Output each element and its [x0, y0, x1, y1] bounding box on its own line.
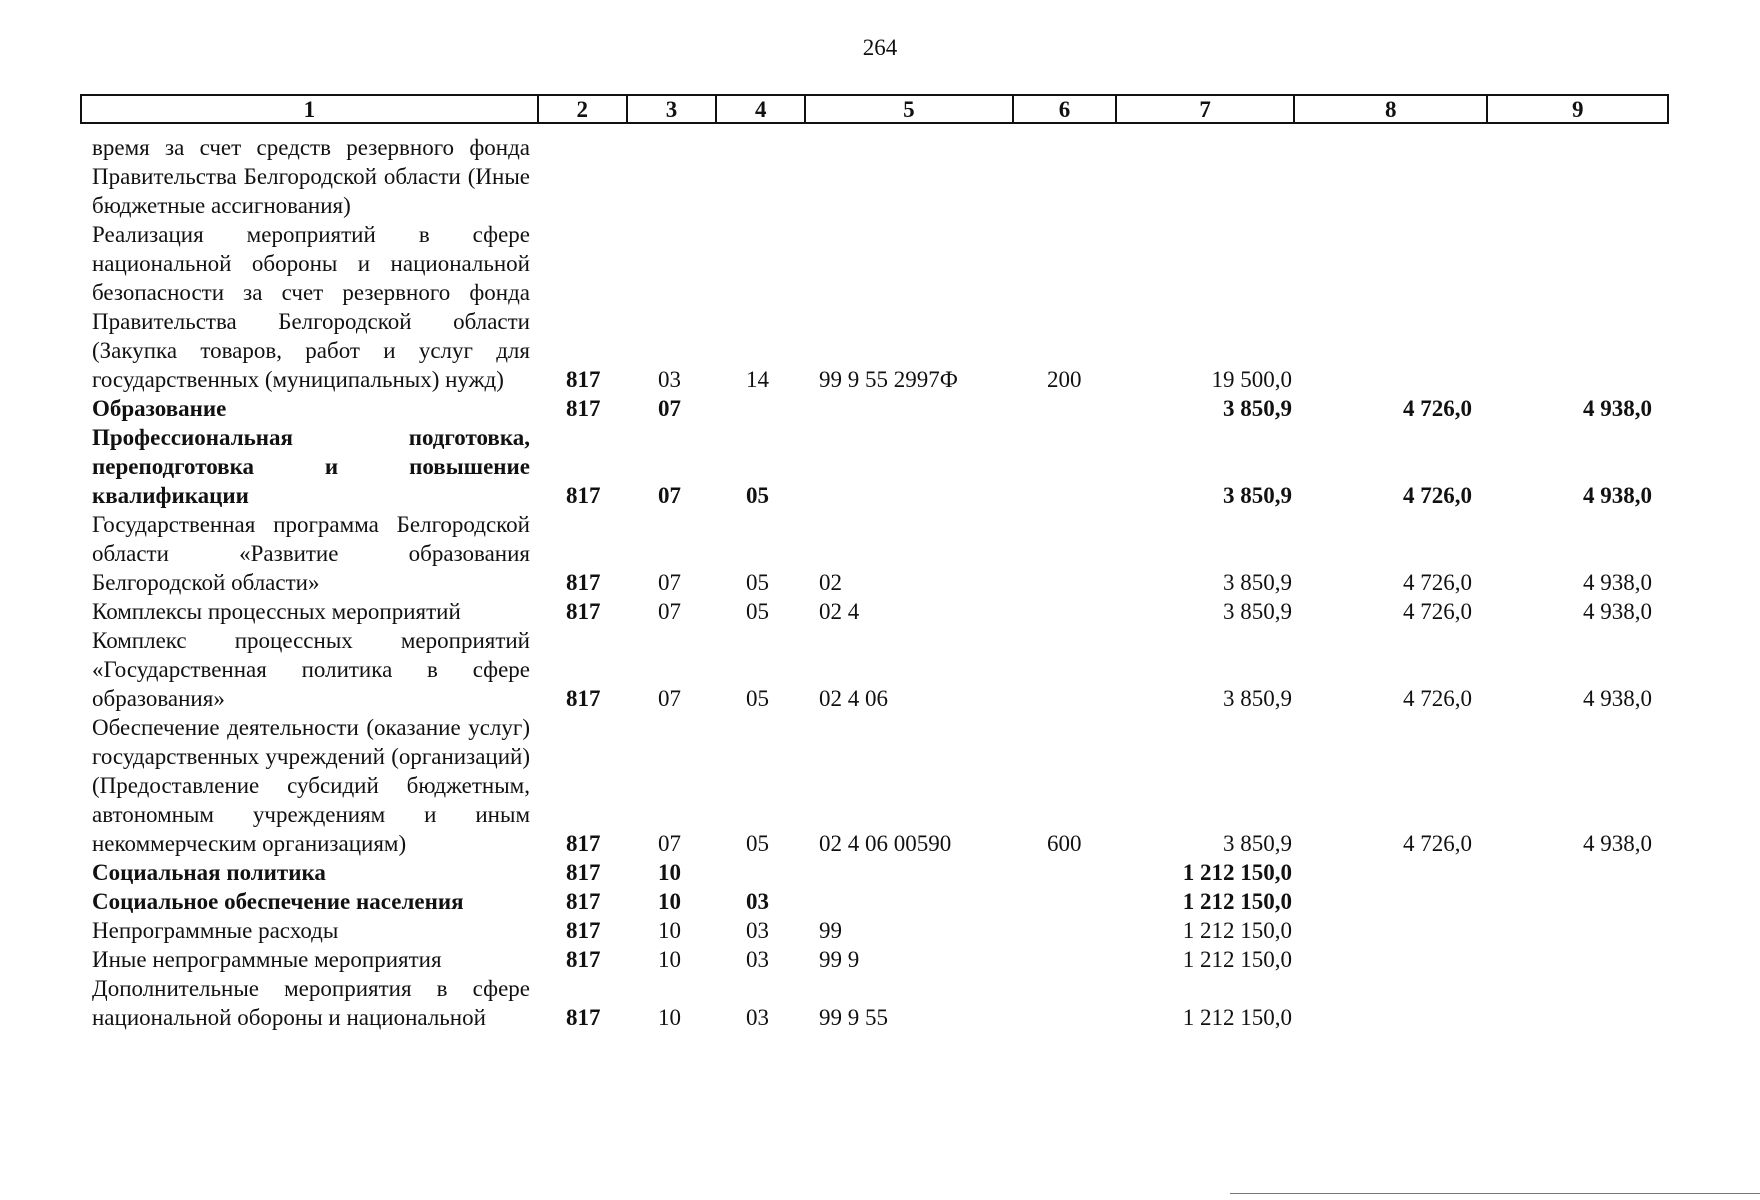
scan-edge-line	[1230, 1193, 1760, 1194]
cell-c5: 99 9	[819, 947, 860, 972]
cell-c7: 1 212 150,0	[1182, 947, 1292, 972]
row-values	[92, 191, 1672, 220]
cell-c6: 200	[1047, 367, 1082, 392]
row-name: Государственная программа Белгородской области «Развитие образования Белгородской области»	[92, 512, 530, 595]
cell-c4: 03	[746, 918, 769, 943]
cell-c9: 4 938,0	[1583, 686, 1652, 711]
cell-c7: 1 212 150,0	[1182, 860, 1292, 885]
cell-c7: 19 500,0	[1211, 367, 1292, 392]
cell-c2: 817	[566, 831, 601, 856]
row-name: Профессиональная подготовка, переподготовка и повышение квалификации	[92, 425, 530, 508]
cell-c7: 1 212 150,0	[1182, 1005, 1292, 1030]
row-name: Реализация мероприятий в сфере национальной обороны и национальной безопасности за счет резервного фонда Правительства Белгородской области (Закупка товаров, работ и услуг для государственных (муниципальных) нужд)	[92, 222, 530, 392]
table-row	[92, 916, 1672, 945]
cell-c5: 02 4 06	[819, 686, 888, 711]
cell-c3: 07	[658, 570, 681, 595]
row-values	[92, 394, 1672, 423]
table-header	[80, 94, 1669, 124]
cell-c2: 817	[566, 483, 601, 508]
cell-c4: 14	[746, 367, 769, 392]
row-name: Социальное обеспечение населения	[92, 889, 464, 914]
cell-c5: 99	[819, 918, 842, 943]
cell-c2: 817	[566, 367, 601, 392]
page-number: 264	[862, 35, 898, 60]
cell-c4: 05	[746, 831, 769, 856]
row-name: время за счет средств резервного фонда Правительства Белгородской области (Иные бюджетные ассигнования)	[92, 135, 530, 218]
cell-c4: 05	[746, 599, 769, 624]
row-values	[92, 365, 1672, 394]
table-row	[92, 713, 1672, 858]
row-values	[92, 568, 1672, 597]
cell-c3: 07	[658, 483, 681, 508]
table-row	[92, 626, 1672, 713]
cell-c5: 02 4	[819, 599, 860, 624]
cell-c4: 05	[746, 686, 769, 711]
cell-c8: 4 726,0	[1403, 599, 1472, 624]
cell-c3: 10	[658, 947, 681, 972]
cell-c2: 817	[566, 947, 601, 972]
row-values	[92, 1003, 1672, 1032]
row-values	[92, 597, 1672, 626]
cell-c8: 4 726,0	[1403, 831, 1472, 856]
cell-c4: 03	[746, 1005, 769, 1030]
header-col-9: 9	[1571, 97, 1584, 122]
cell-c3: 10	[658, 860, 681, 885]
table-row	[92, 394, 1672, 423]
cell-c3: 07	[658, 686, 681, 711]
cell-c6: 600	[1047, 831, 1082, 856]
row-name: Социальная политика	[92, 860, 326, 885]
table-row	[92, 220, 1672, 394]
cell-c9: 4 938,0	[1583, 483, 1652, 508]
row-values	[92, 829, 1672, 858]
cell-c4: 05	[746, 483, 769, 508]
cell-c7: 3 850,9	[1223, 396, 1292, 421]
cell-c3: 10	[658, 889, 681, 914]
header-col-2: 2	[539, 96, 628, 122]
row-name: Комплекс процессных мероприятий «Государственная политика в сфере образования»	[92, 628, 530, 711]
cell-c7: 3 850,9	[1223, 483, 1292, 508]
table-row	[92, 423, 1672, 510]
row-values	[92, 684, 1672, 713]
cell-c5: 99 9 55 2997Ф	[819, 367, 958, 392]
cell-c2: 817	[566, 570, 601, 595]
cell-c3: 07	[658, 396, 681, 421]
cell-c3: 10	[658, 1005, 681, 1030]
row-values	[92, 481, 1672, 510]
header-col-8: 8	[1295, 96, 1489, 122]
cell-c7: 3 850,9	[1223, 570, 1292, 595]
header-col-4: 4	[717, 96, 806, 122]
row-name: Образование	[92, 396, 227, 421]
cell-c7: 1 212 150,0	[1182, 889, 1292, 914]
table-body	[92, 133, 1672, 1032]
header-col-5: 5	[806, 96, 1013, 122]
header-col-3: 3	[628, 96, 718, 122]
cell-c8: 4 726,0	[1403, 396, 1472, 421]
row-name: Непрограммные расходы	[92, 918, 339, 943]
header-col-1: 1	[82, 96, 539, 122]
cell-c9: 4 938,0	[1583, 599, 1652, 624]
cell-c2: 817	[566, 599, 601, 624]
header-col-7: 7	[1117, 96, 1295, 122]
table-row	[92, 974, 1672, 1032]
cell-c3: 10	[658, 918, 681, 943]
cell-c4: 03	[746, 947, 769, 972]
cell-c4: 03	[746, 889, 769, 914]
cell-c3: 03	[658, 367, 681, 392]
table-row	[92, 858, 1672, 887]
cell-c2: 817	[566, 686, 601, 711]
header-col-6: 6	[1014, 96, 1118, 122]
cell-c3: 07	[658, 831, 681, 856]
cell-c7: 3 850,9	[1223, 599, 1292, 624]
cell-c8: 4 726,0	[1403, 686, 1472, 711]
row-values	[92, 916, 1672, 945]
cell-c2: 817	[566, 918, 601, 943]
cell-c7: 1 212 150,0	[1182, 918, 1292, 943]
cell-c8: 4 726,0	[1403, 483, 1472, 508]
cell-c2: 817	[566, 889, 601, 914]
cell-c7: 3 850,9	[1223, 831, 1292, 856]
cell-c4: 05	[746, 570, 769, 595]
cell-c8: 4 726,0	[1403, 570, 1472, 595]
cell-c9: 4 938,0	[1583, 831, 1652, 856]
row-values	[92, 945, 1672, 974]
row-name: Комплексы процессных мероприятий	[92, 599, 461, 624]
cell-c2: 817	[566, 860, 601, 885]
table-row	[92, 945, 1672, 974]
table-row	[92, 887, 1672, 916]
row-values	[92, 887, 1672, 916]
cell-c5: 02 4 06 00590	[819, 831, 952, 856]
cell-c9: 4 938,0	[1583, 570, 1652, 595]
cell-c5: 02	[819, 570, 842, 595]
cell-c9: 4 938,0	[1583, 396, 1652, 421]
cell-c3: 07	[658, 599, 681, 624]
table-row	[92, 510, 1672, 597]
table-row	[92, 133, 1672, 220]
cell-c7: 3 850,9	[1223, 686, 1292, 711]
row-name: Обеспечение деятельности (оказание услуг) государственных учреждений (организаций) (Предоставление субсидий бюджетным, автономным учреждениям и иным некоммерческим организациям)	[92, 715, 530, 856]
cell-c2: 817	[566, 396, 601, 421]
cell-c5: 99 9 55	[819, 1005, 888, 1030]
cell-c2: 817	[566, 1005, 601, 1030]
row-name: Дополнительные мероприятия в сфере национальной обороны и национальной	[92, 976, 530, 1030]
row-name: Иные непрограммные мероприятия	[92, 947, 442, 972]
row-values	[92, 858, 1672, 887]
table-row	[92, 597, 1672, 626]
